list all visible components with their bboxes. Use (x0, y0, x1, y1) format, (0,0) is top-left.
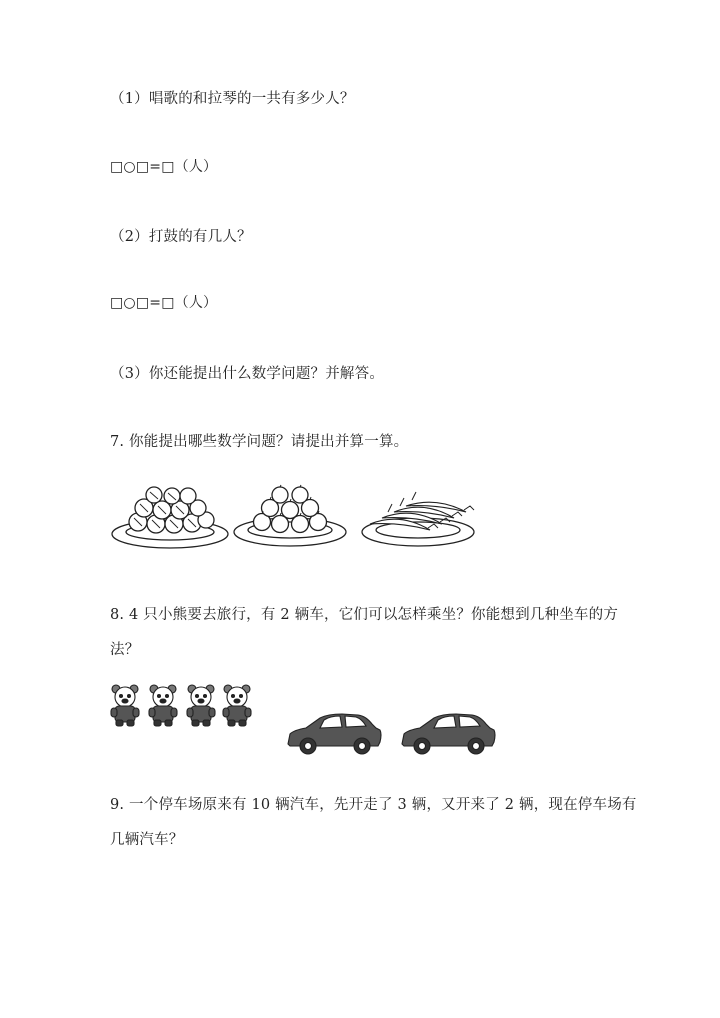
bananas-plate (362, 492, 474, 546)
car-2 (402, 714, 495, 754)
equation-blank-2: □○□=□（人） (110, 295, 218, 311)
bears-and-cars-figure (108, 682, 498, 760)
question-3-text: （3）你还能提出什么数学问题？并解答。 (110, 366, 385, 382)
bear-3 (187, 685, 215, 726)
problem-7-text: 7. 你能提出哪些数学问题？请提出并算一算。 (110, 434, 409, 450)
apples-plate (234, 485, 346, 546)
bear-1 (111, 685, 139, 726)
bear-4 (223, 685, 251, 726)
bear-2 (149, 685, 177, 726)
question-1-text: （1）唱歌的和拉琴的一共有多少人？ (110, 91, 355, 107)
question-2-text: （2）打鼓的有几人？ (110, 229, 252, 245)
problem-8-line-1: 8. 4 只小熊要去旅行，有 2 辆车，它们可以怎样乘坐？你能想到几种坐车的方 (110, 607, 619, 623)
peaches-plate (112, 487, 228, 548)
car-1 (288, 714, 381, 754)
problem-9-line-2: 几辆汽车？ (110, 832, 184, 848)
fruit-plates-figure (108, 484, 488, 552)
problem-9-line-1: 9. 一个停车场原来有 10 辆汽车，先开走了 3 辆，又开来了 2 辆，现在停车场有 (110, 797, 637, 813)
problem-8-line-2: 法？ (110, 642, 140, 658)
equation-blank-1: □○□=□（人） (110, 159, 218, 175)
